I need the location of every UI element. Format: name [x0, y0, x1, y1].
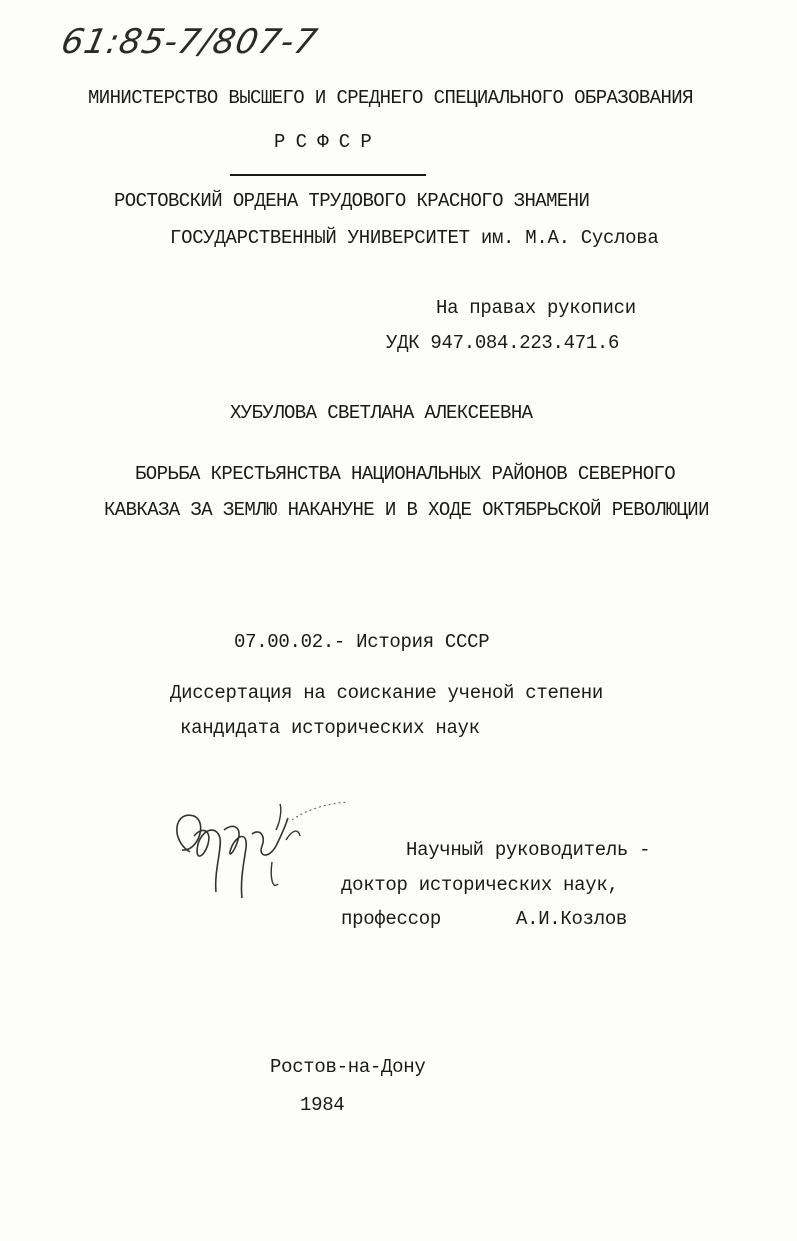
university-line-1: РОСТОВСКИЙ ОРДЕНА ТРУДОВОГО КРАСНОГО ЗНАМЕНИ [114, 190, 590, 212]
specialty-code: 07.00.02.- История СССР [234, 631, 490, 653]
handwritten-signature [168, 800, 358, 910]
supervisor-line-2: доктор исторических наук, [341, 874, 619, 896]
dissertation-line-1: Диссертация на соискание ученой степени [170, 682, 603, 704]
publication-year: 1984 [300, 1094, 345, 1116]
supervisor-line-1: Научный руководитель - [406, 839, 651, 861]
republic-line: Р С Ф С Р [274, 131, 372, 153]
archive-stamp: 61:85-7/807-7 [57, 22, 322, 62]
university-line-2: ГОСУДАРСТВЕННЫЙ УНИВЕРСИТЕТ им. М.А. Суслова [170, 227, 659, 249]
supervisor-name: А.И.Козлов [516, 908, 628, 930]
supervisor-role: профессор [341, 908, 441, 930]
title-line-2: КАВКАЗА ЗА ЗЕМЛЮ НАКАНУНЕ И В ХОДЕ ОКТЯБРЬСКОЙ РЕВОЛЮЦИИ [104, 499, 709, 521]
dissertation-line-2: кандидата исторических наук [180, 717, 480, 739]
ministry-line: МИНИСТЕРСТВО ВЫСШЕГО И СРЕДНЕГО СПЕЦИАЛЬНОГО ОБРАЗОВАНИЯ [88, 87, 693, 109]
publication-city: Ростов-на-Дону [270, 1056, 426, 1078]
udc-code: УДК 947.084.223.471.6 [386, 332, 620, 354]
header-divider [230, 174, 426, 176]
manuscript-rights: На правах рукописи [436, 297, 636, 319]
author-name: ХУБУЛОВА СВЕТЛАНА АЛЕКСЕЕВНА [230, 402, 533, 424]
title-line-1: БОРЬБА КРЕСТЬЯНСТВА НАЦИОНАЛЬНЫХ РАЙОНОВ СЕВЕРНОГО [135, 463, 676, 485]
